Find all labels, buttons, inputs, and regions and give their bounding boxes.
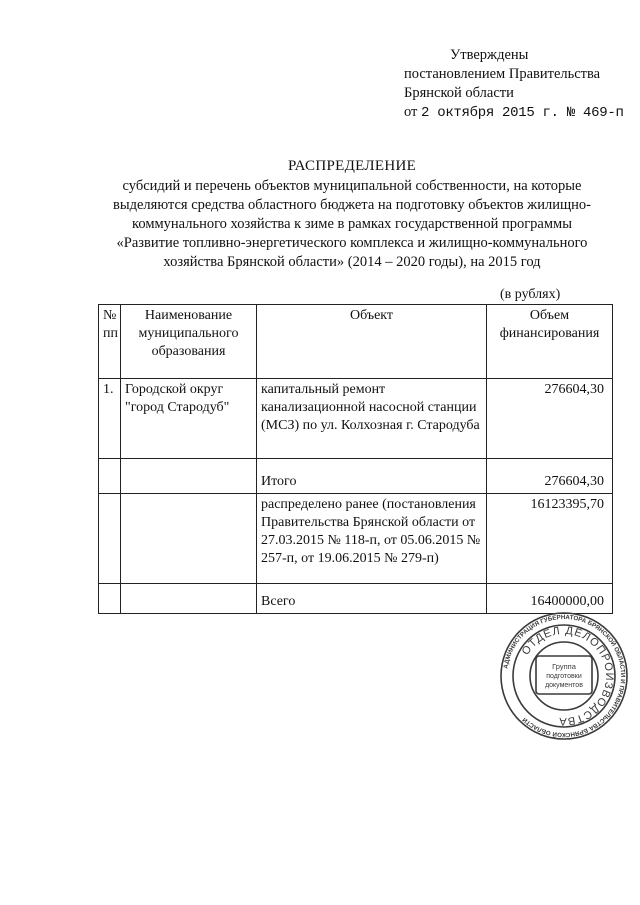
official-stamp: [499, 611, 629, 741]
stamp-center-line: документов: [545, 682, 583, 689]
table-row: [99, 459, 613, 494]
approval-date-prefix: от: [404, 104, 418, 120]
document-heading: [98, 157, 606, 272]
cell-municipality: [121, 459, 257, 494]
cell-amount: 276604,30: [487, 459, 613, 494]
approval-line: постановлением Правительства: [404, 66, 601, 82]
approval-title: Утверждены: [450, 47, 529, 63]
approval-date: [404, 103, 640, 123]
stamp-center-line: подготовки: [546, 673, 582, 680]
header-no: № пп: [99, 305, 121, 379]
table-header-row: [99, 305, 613, 379]
cell-amount: 16400000,00: [487, 584, 613, 614]
cell-object: Всего: [257, 584, 487, 614]
heading-line: хозяйства Брянской области» (2014 – 2020 годы), на 2015 год: [163, 254, 541, 270]
table-row: [99, 379, 613, 459]
stamp-ring-text: ОТДЕЛ ДЕЛОПРОИЗВОДСТВА: [519, 624, 616, 728]
approval-region: Брянской области: [404, 85, 514, 101]
header-amount: Объем финансирования: [487, 305, 613, 379]
cell-amount: 16123395,70: [487, 494, 613, 584]
cell-no: [99, 584, 121, 614]
heading-line: выделяются средства областного бюджета на подготовку объектов жилищно-: [113, 197, 591, 213]
cell-object: распределено ранее (постановления Правительства Брянской области от 27.03.2015 № 118-п, от 05.06.2015 № 257-п, от 19.06.2015 № 279-п): [257, 494, 487, 584]
cell-municipality: [121, 584, 257, 614]
table-row: [99, 584, 613, 614]
heading-line: субсидий и перечень объектов муниципальной собственности, на которые: [122, 178, 582, 194]
table-row: [99, 494, 613, 584]
approval-date-number: 2 октября 2015 г. № 469-п: [421, 105, 624, 121]
document-title: РАСПРЕДЕЛЕНИЕ: [287, 158, 417, 174]
units-note: (в рублях): [500, 287, 561, 302]
cell-amount: 276604,30: [487, 379, 613, 459]
cell-municipality: Городской округ "город Стародуб": [121, 379, 257, 459]
stamp-center-line: Группа: [552, 662, 576, 671]
heading-line: коммунального хозяйства к зиме в рамках государственной программы: [132, 216, 572, 232]
heading-line: «Развитие топливно-энергетического комплекса и жилищно-коммунального: [116, 235, 588, 251]
cell-no: [99, 459, 121, 494]
cell-no: 1.: [99, 379, 121, 459]
header-object: Объект: [257, 305, 487, 379]
approval-block: [404, 46, 640, 123]
header-municipality: Наименование муниципального образования: [121, 305, 257, 379]
cell-object: капитальный ремонт канализационной насосной станции (МСЗ) по ул. Колхозная г. Стародуба: [257, 379, 487, 459]
stamp-outer-text: АДМИНИСТРАЦИЯ ГУБЕРНАТОРА БРЯНСКОЙ ОБЛАСТИ И ПРАВИТЕЛЬСТВА БРЯНСКОЙ ОБЛАСТИ: [502, 613, 627, 739]
cell-no: [99, 494, 121, 584]
cell-object: Итого: [257, 459, 487, 494]
cell-municipality: [121, 494, 257, 584]
distribution-table: [98, 304, 613, 614]
